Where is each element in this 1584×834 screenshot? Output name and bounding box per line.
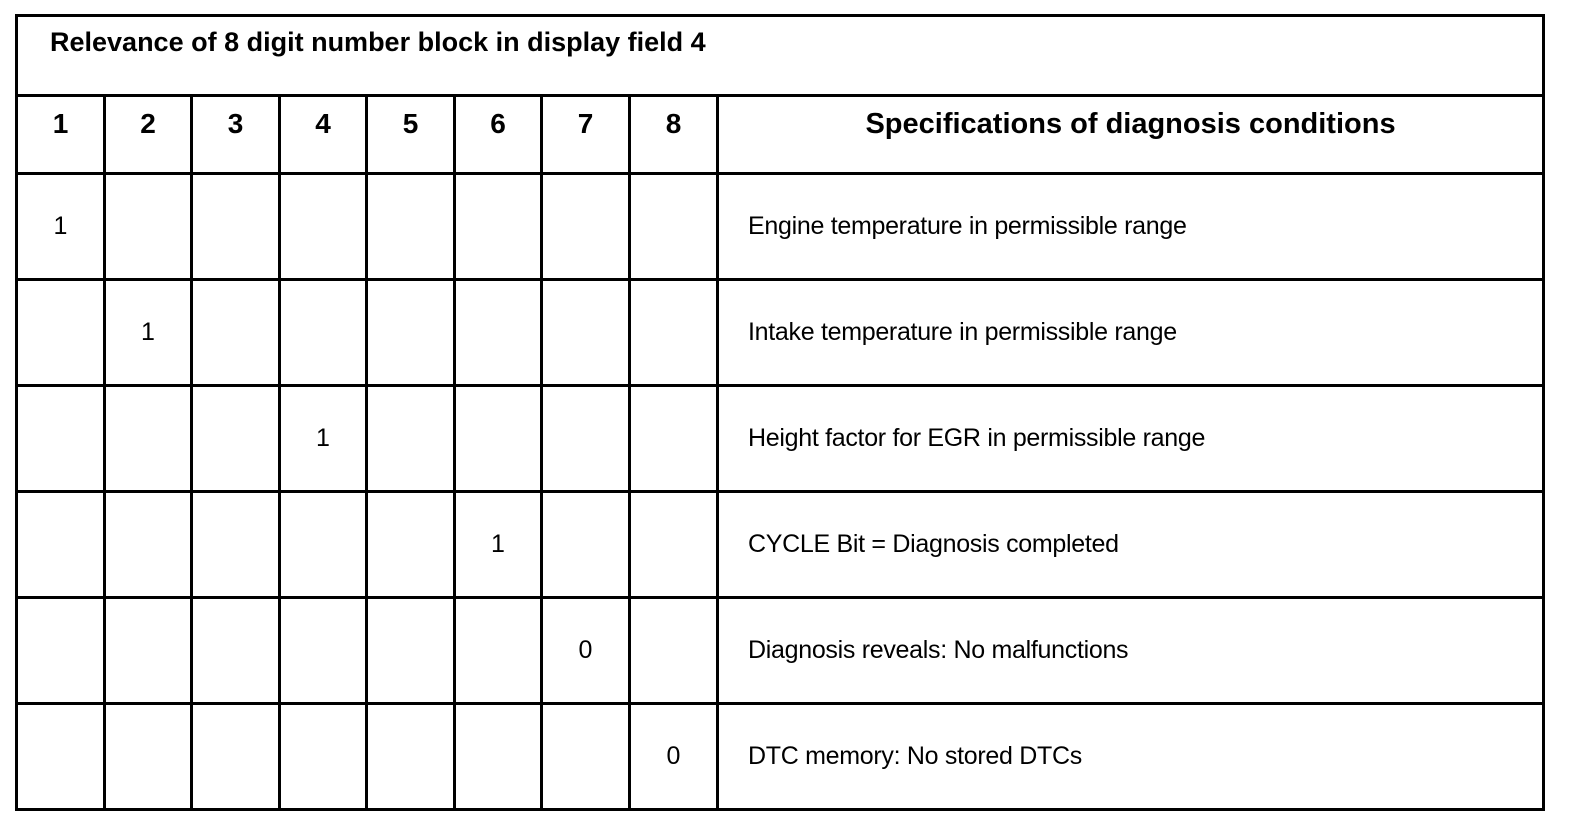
condition-description: Diagnosis reveals: No malfunctions — [718, 598, 1544, 704]
digit-7-cell: 0 — [542, 598, 630, 704]
table-row — [17, 492, 1544, 598]
digit-6-cell: 1 — [455, 492, 542, 598]
table-body — [17, 16, 1544, 810]
header-digit-2: 2 — [105, 96, 192, 174]
digit-6-cell — [455, 280, 542, 386]
digit-6-cell — [455, 598, 542, 704]
digit-8-cell — [630, 598, 718, 704]
digit-8-cell — [630, 386, 718, 492]
diagnosis-conditions-table — [15, 14, 1545, 811]
digit-3-cell — [192, 174, 280, 280]
header-digit-7: 7 — [542, 96, 630, 174]
header-digit-1: 1 — [17, 96, 105, 174]
digit-5-cell — [367, 174, 455, 280]
digit-7-cell — [542, 492, 630, 598]
header-digit-4: 4 — [280, 96, 367, 174]
condition-description: Height factor for EGR in permissible range — [718, 386, 1544, 492]
header-specifications: Specifications of diagnosis conditions — [718, 96, 1544, 174]
digit-2-cell — [105, 704, 192, 810]
table-row — [17, 704, 1544, 810]
digit-1-cell: 1 — [17, 174, 105, 280]
digit-8-cell — [630, 280, 718, 386]
digit-1-cell — [17, 280, 105, 386]
digit-7-cell — [542, 704, 630, 810]
digit-2-cell — [105, 492, 192, 598]
header-digit-8: 8 — [630, 96, 718, 174]
digit-5-cell — [367, 598, 455, 704]
condition-description: DTC memory: No stored DTCs — [718, 704, 1544, 810]
digit-4-cell — [280, 598, 367, 704]
digit-3-cell — [192, 386, 280, 492]
digit-5-cell — [367, 280, 455, 386]
digit-5-cell — [367, 386, 455, 492]
digit-6-cell — [455, 174, 542, 280]
digit-4-cell — [280, 174, 367, 280]
digit-5-cell — [367, 704, 455, 810]
digit-1-cell — [17, 492, 105, 598]
digit-6-cell — [455, 386, 542, 492]
header-row — [17, 96, 1544, 174]
digit-2-cell — [105, 174, 192, 280]
condition-description: Intake temperature in permissible range — [718, 280, 1544, 386]
digit-4-cell — [280, 492, 367, 598]
table-row — [17, 598, 1544, 704]
condition-description: CYCLE Bit = Diagnosis completed — [718, 492, 1544, 598]
digit-8-cell — [630, 492, 718, 598]
digit-7-cell — [542, 280, 630, 386]
table-title: Relevance of 8 digit number block in display field 4 — [17, 16, 1544, 96]
condition-description: Engine temperature in permissible range — [718, 174, 1544, 280]
digit-7-cell — [542, 386, 630, 492]
table-row — [17, 280, 1544, 386]
title-row — [17, 16, 1544, 96]
digit-4-cell: 1 — [280, 386, 367, 492]
digit-2-cell — [105, 386, 192, 492]
digit-5-cell — [367, 492, 455, 598]
digit-3-cell — [192, 598, 280, 704]
digit-4-cell — [280, 280, 367, 386]
digit-8-cell — [630, 174, 718, 280]
header-digit-5: 5 — [367, 96, 455, 174]
header-digit-3: 3 — [192, 96, 280, 174]
digit-8-cell: 0 — [630, 704, 718, 810]
digit-3-cell — [192, 492, 280, 598]
digit-1-cell — [17, 598, 105, 704]
table-row — [17, 174, 1544, 280]
digit-2-cell: 1 — [105, 280, 192, 386]
digit-7-cell — [542, 174, 630, 280]
digit-1-cell — [17, 386, 105, 492]
table-row — [17, 386, 1544, 492]
digit-1-cell — [17, 704, 105, 810]
digit-3-cell — [192, 280, 280, 386]
digit-4-cell — [280, 704, 367, 810]
digit-2-cell — [105, 598, 192, 704]
digit-3-cell — [192, 704, 280, 810]
digit-6-cell — [455, 704, 542, 810]
header-digit-6: 6 — [455, 96, 542, 174]
